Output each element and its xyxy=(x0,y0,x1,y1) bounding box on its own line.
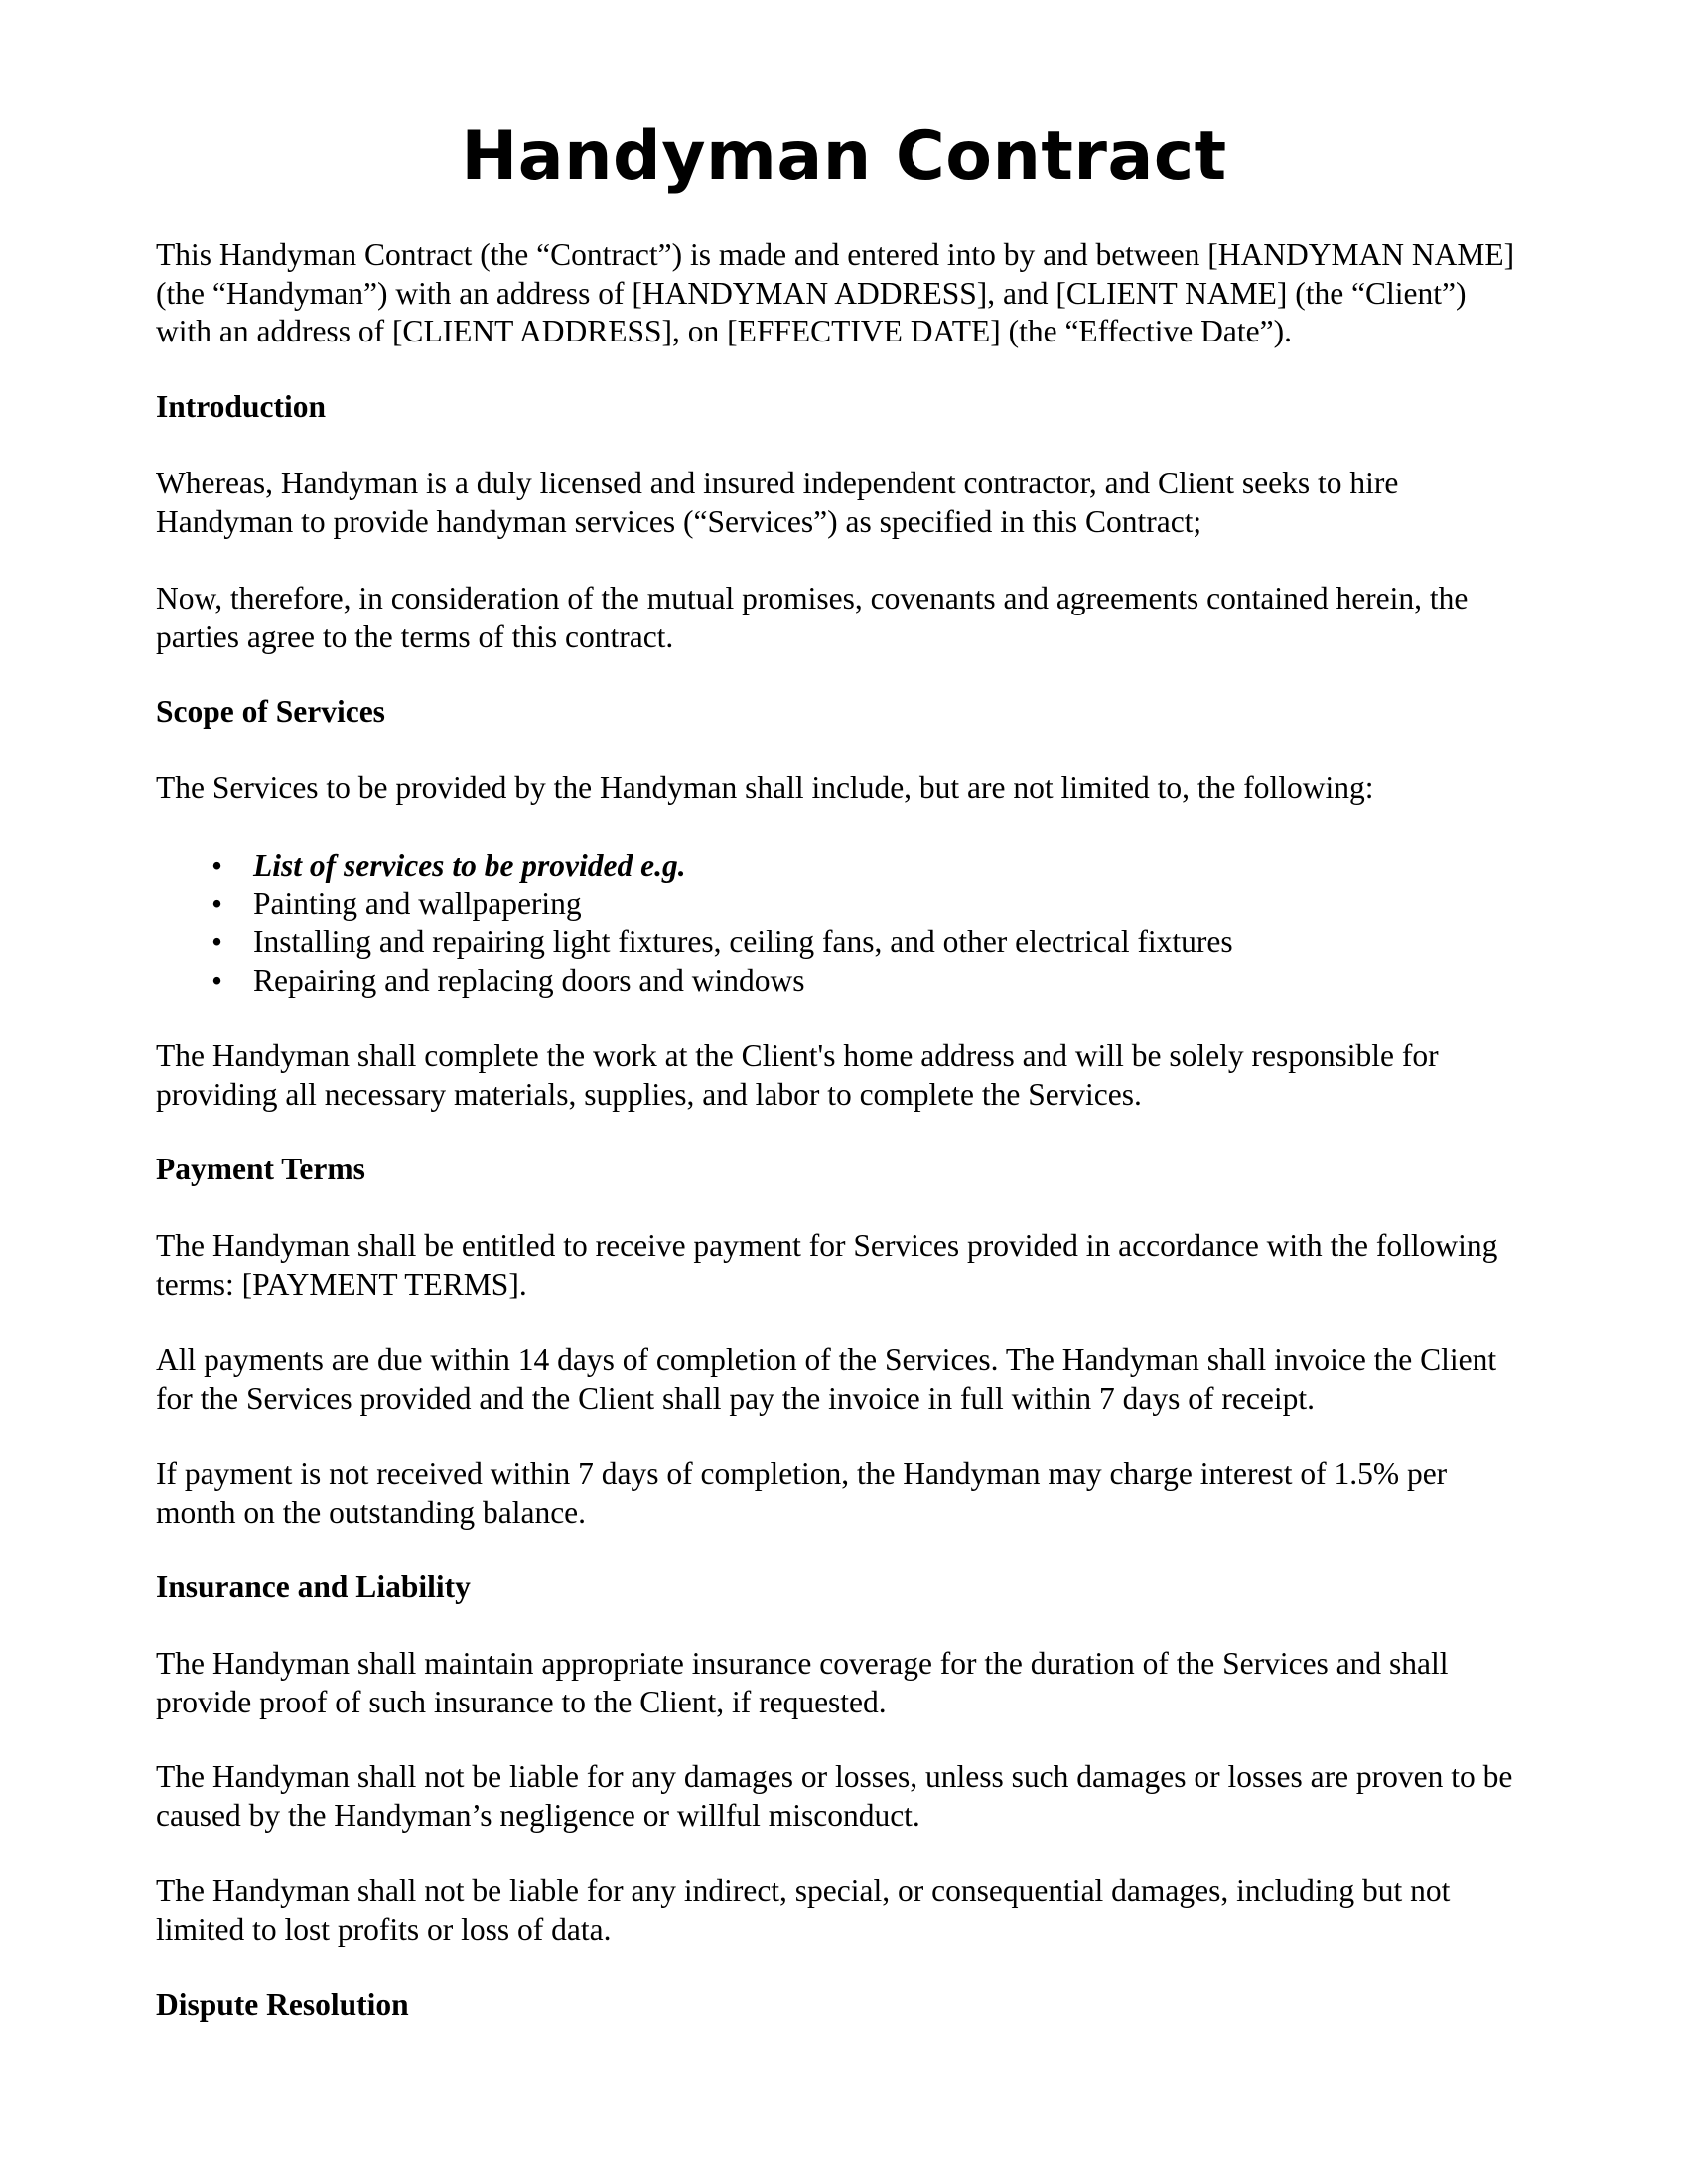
text-line: The Handyman shall not be liable for any indirect, special, or consequential damages, including but not xyxy=(156,1873,1451,1908)
page-title: Handyman Contract xyxy=(461,117,1227,196)
text-line: parties agree to the terms of this contract. xyxy=(156,618,674,654)
text-line: Whereas, Handyman is a duly licensed and insured independent contractor, and Client seeks to hire xyxy=(156,466,1399,500)
text-line: limited to lost profits or loss of data. xyxy=(156,1911,612,1947)
section-heading-insurance: Insurance and Liability xyxy=(156,1570,471,1604)
section-heading-payment: Payment Terms xyxy=(156,1152,365,1186)
text-line: This Handyman Contract (the “Contract”) is made and entered into by and between [HANDYMAN NAME] xyxy=(156,237,1515,272)
text-line: The Handyman shall not be liable for any damages or losses, unless such damages or losses are proven to be xyxy=(156,1759,1513,1794)
introduction-paragraph-1 xyxy=(156,465,1591,541)
payment-paragraph-2 xyxy=(156,1341,1591,1418)
list-item-label: Painting and wallpapering xyxy=(253,886,582,921)
text-line: All payments are due within 14 days of completion of the Services. The Handyman shall invoice the Client xyxy=(156,1342,1497,1377)
payment-paragraph-1 xyxy=(156,1227,1591,1303)
text-line: The Handyman shall maintain appropriate insurance coverage for the duration of the Services and shall xyxy=(156,1646,1449,1681)
text-line: month on the outstanding balance. xyxy=(156,1494,587,1530)
scope-lead-paragraph xyxy=(156,769,1591,808)
section-heading-dispute: Dispute Resolution xyxy=(156,1987,409,2022)
text-line: Handyman to provide handyman services (“Services”) as specified in this Contract; xyxy=(156,503,1202,539)
text-line: The Services to be provided by the Handyman shall include, but are not limited to, the following: xyxy=(156,770,1374,805)
bullet-icon: • xyxy=(211,962,223,998)
section-heading-introduction: Introduction xyxy=(156,389,326,424)
list-item xyxy=(156,962,1233,1001)
text-line: The Handyman shall complete the work at the Client's home address and will be solely responsible for xyxy=(156,1038,1439,1073)
bullet-icon: • xyxy=(211,848,223,883)
text-line: provide proof of such insurance to the Client, if requested. xyxy=(156,1684,887,1719)
text-line: If payment is not received within 7 days of completion, the Handyman may charge interest of 1.5% per xyxy=(156,1456,1448,1491)
list-item-label: List of services to be provided e.g. xyxy=(253,848,686,883)
text-line: caused by the Handyman’s negligence or willful misconduct. xyxy=(156,1797,920,1833)
introduction-paragraph-2 xyxy=(156,580,1591,656)
list-item xyxy=(156,923,1233,962)
text-line: terms: [PAYMENT TERMS]. xyxy=(156,1266,527,1301)
text-line: (the “Handyman”) with an address of [HANDYMAN ADDRESS], and [CLIENT NAME] (the “Client”) xyxy=(156,275,1467,311)
list-item-label: Installing and repairing light fixtures, ceiling fans, and other electrical fixtures xyxy=(253,924,1233,959)
payment-paragraph-3 xyxy=(156,1455,1591,1532)
insurance-paragraph-3 xyxy=(156,1872,1591,1949)
list-item-label: Repairing and replacing doors and windows xyxy=(253,962,805,998)
text-line: for the Services provided and the Client shall pay the invoice in full within 7 days of receipt. xyxy=(156,1380,1315,1416)
bullet-icon: • xyxy=(211,924,223,959)
bullet-icon: • xyxy=(211,886,223,921)
insurance-paragraph-2 xyxy=(156,1758,1591,1835)
services-bullet-list xyxy=(156,847,1233,1000)
text-line: Now, therefore, in consideration of the mutual promises, covenants and agreements contained herein, the xyxy=(156,581,1469,615)
section-heading-scope: Scope of Services xyxy=(156,694,385,729)
list-item xyxy=(156,847,1233,886)
text-line: providing all necessary materials, supplies, and labor to complete the Services. xyxy=(156,1076,1142,1112)
intro-paragraph xyxy=(156,236,1591,351)
scope-after-paragraph xyxy=(156,1037,1591,1114)
text-line: The Handyman shall be entitled to receive payment for Services provided in accordance with the following xyxy=(156,1228,1498,1263)
text-line: with an address of [CLIENT ADDRESS], on [EFFECTIVE DATE] (the “Effective Date”). xyxy=(156,314,1292,348)
list-item xyxy=(156,886,1233,924)
insurance-paragraph-1 xyxy=(156,1645,1591,1721)
